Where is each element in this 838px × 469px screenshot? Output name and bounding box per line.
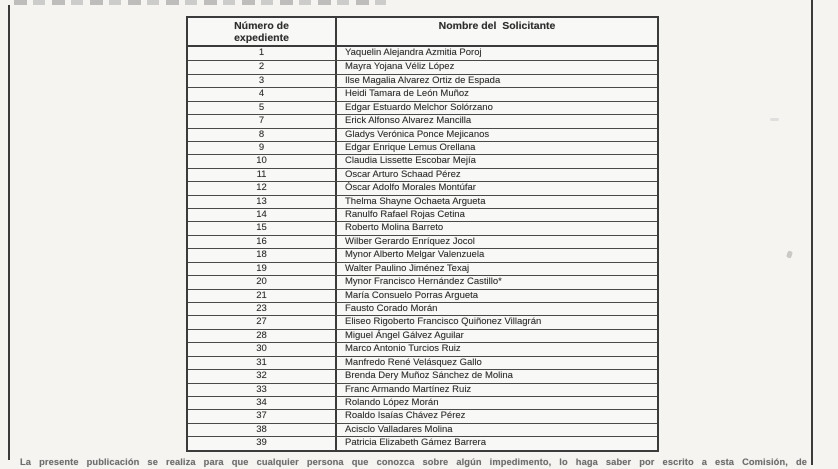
table-row bbox=[188, 47, 657, 60]
table-row bbox=[188, 315, 657, 328]
solicitante-cell: Óscar Adolfo Morales Montúfar bbox=[345, 182, 476, 194]
solicitante-cell: Walter Paulino Jiménez Texaj bbox=[345, 262, 470, 274]
solicitante-cell: Patricia Elizabeth Gámez Barrera bbox=[345, 437, 486, 449]
table-row bbox=[188, 74, 657, 87]
table-row bbox=[188, 101, 657, 114]
solicitante-cell: Manfredo René Velásquez Gallo bbox=[345, 356, 482, 368]
solicitante-cell: Roaldo Isaías Chávez Pérez bbox=[345, 410, 466, 422]
expediente-cell: 12 bbox=[188, 182, 337, 194]
table-row bbox=[188, 168, 657, 181]
solicitante-cell: Roberto Molina Barreto bbox=[345, 222, 444, 234]
table-row bbox=[188, 289, 657, 302]
solicitante-cell: Heidi Tamara de León Muñoz bbox=[345, 88, 469, 100]
solicitante-cell: Marco Antonio Turcios Ruiz bbox=[345, 343, 461, 355]
expediente-cell: 14 bbox=[188, 209, 337, 221]
table-row bbox=[188, 235, 657, 248]
table-row bbox=[188, 423, 657, 436]
header-expediente-line1: Número de bbox=[234, 19, 289, 32]
solicitante-cell: Rolando López Morán bbox=[345, 396, 439, 408]
header-expediente-line2: expediente bbox=[234, 31, 289, 44]
table-row bbox=[188, 409, 657, 422]
table-row bbox=[188, 342, 657, 355]
expediente-cell: 11 bbox=[188, 169, 337, 181]
expediente-cell: 2 bbox=[188, 61, 337, 73]
solicitante-cell: Thelma Shayne Ochaeta Argueta bbox=[345, 195, 486, 207]
expediente-cell: 15 bbox=[188, 222, 337, 234]
table-row bbox=[188, 302, 657, 315]
solicitante-cell: Acisclo Valladares Molina bbox=[345, 423, 453, 435]
expediente-cell: 5 bbox=[188, 102, 337, 114]
table-row bbox=[188, 141, 657, 154]
solicitante-cell: Mayra Yojana Véliz López bbox=[345, 61, 455, 73]
expediente-cell: 32 bbox=[188, 370, 337, 382]
expediente-cell: 34 bbox=[188, 397, 337, 409]
table-row bbox=[188, 248, 657, 261]
table-row bbox=[188, 114, 657, 127]
expediente-cell: 7 bbox=[188, 115, 337, 127]
scan-noise-mark bbox=[786, 250, 793, 258]
solicitante-cell: Wilber Gerardo Enríquez Jocol bbox=[345, 235, 475, 247]
solicitante-cell: María Consuelo Porras Argueta bbox=[345, 289, 479, 301]
footer-note: La presente publicación se realiza para que cualquier persona que conozca sobre algún impedimento, lo haga saber por escrito a esta Comisión, de bbox=[20, 457, 807, 467]
expediente-cell: 30 bbox=[188, 343, 337, 355]
table-row bbox=[188, 195, 657, 208]
table-row bbox=[188, 87, 657, 100]
table-row bbox=[188, 356, 657, 369]
expediente-cell: 13 bbox=[188, 196, 337, 208]
expediente-cell: 31 bbox=[188, 357, 337, 369]
solicitante-cell: Edgar Enrique Lemus Orellana bbox=[345, 141, 476, 153]
table-header-expediente bbox=[188, 18, 337, 45]
table-row bbox=[188, 329, 657, 342]
table-header-row bbox=[188, 18, 657, 47]
table-row bbox=[188, 208, 657, 221]
solicitante-cell: Brenda Dery Muñoz Sánchez de Molina bbox=[345, 370, 513, 382]
expediente-cell: 1 bbox=[188, 47, 337, 60]
table-row bbox=[188, 369, 657, 382]
table-body bbox=[188, 47, 657, 450]
solicitante-cell: Erick Alfonso Alvarez Mancilla bbox=[345, 115, 472, 127]
expediente-cell: 23 bbox=[188, 303, 337, 315]
solicitante-cell: Franc Armando Martínez Ruiz bbox=[345, 383, 472, 395]
expediente-cell: 8 bbox=[188, 129, 337, 141]
table-row bbox=[188, 181, 657, 194]
solicitante-cell: Claudia Lissette Escobar Mejía bbox=[345, 155, 476, 167]
expediente-cell: 9 bbox=[188, 142, 337, 154]
clipped-text-top bbox=[14, 0, 386, 5]
expediente-cell: 38 bbox=[188, 424, 337, 436]
solicitante-cell: Miguel Ángel Gálvez Aguilar bbox=[345, 329, 464, 341]
expediente-cell: 39 bbox=[188, 437, 337, 449]
table-row bbox=[188, 60, 657, 73]
expediente-cell: 16 bbox=[188, 236, 337, 248]
expediente-cell: 3 bbox=[188, 75, 337, 87]
table-row bbox=[188, 262, 657, 275]
expediente-cell: 28 bbox=[188, 330, 337, 342]
table-row bbox=[188, 436, 657, 449]
page-frame-left-border bbox=[8, 5, 10, 460]
solicitante-cell: Gladys Verónica Ponce Mejicanos bbox=[345, 128, 490, 140]
expediente-cell: 20 bbox=[188, 276, 337, 288]
solicitante-cell: Edgar Estuardo Melchor Solórzano bbox=[345, 101, 493, 113]
table-row bbox=[188, 275, 657, 288]
expediente-cell: 4 bbox=[188, 88, 337, 100]
table-row bbox=[188, 383, 657, 396]
solicitante-cell: Fausto Corado Morán bbox=[345, 303, 438, 315]
table-row bbox=[188, 128, 657, 141]
solicitante-cell: Mynor Alberto Melgar Valenzuela bbox=[345, 249, 485, 261]
table-header-solicitante: Nombre del Solicitante bbox=[438, 19, 556, 32]
applicants-table bbox=[186, 16, 659, 452]
expediente-cell: 27 bbox=[188, 316, 337, 328]
scan-noise-mark bbox=[770, 118, 779, 121]
solicitante-cell: Oscar Arturo Schaad Pérez bbox=[345, 168, 461, 180]
table-row bbox=[188, 396, 657, 409]
expediente-cell: 21 bbox=[188, 290, 337, 302]
solicitante-cell: Yaquelin Alejandra Azmitia Poroj bbox=[345, 47, 482, 58]
expediente-cell: 18 bbox=[188, 249, 337, 261]
expediente-cell: 19 bbox=[188, 263, 337, 275]
expediente-cell: 37 bbox=[188, 410, 337, 422]
solicitante-cell: Ranulfo Rafael Rojas Cetina bbox=[345, 209, 465, 221]
solicitante-cell: Eliseo Rigoberto Francisco Quiñonez Villagrán bbox=[345, 316, 542, 328]
solicitante-cell: Ilse Magalia Alvarez Ortiz de Espada bbox=[345, 74, 501, 86]
expediente-cell: 33 bbox=[188, 384, 337, 396]
table-row bbox=[188, 221, 657, 234]
solicitante-cell: Mynor Francisco Hernández Castillo* bbox=[345, 276, 502, 288]
expediente-cell: 10 bbox=[188, 155, 337, 167]
page-frame-right-border bbox=[811, 0, 813, 465]
table-row bbox=[188, 154, 657, 167]
